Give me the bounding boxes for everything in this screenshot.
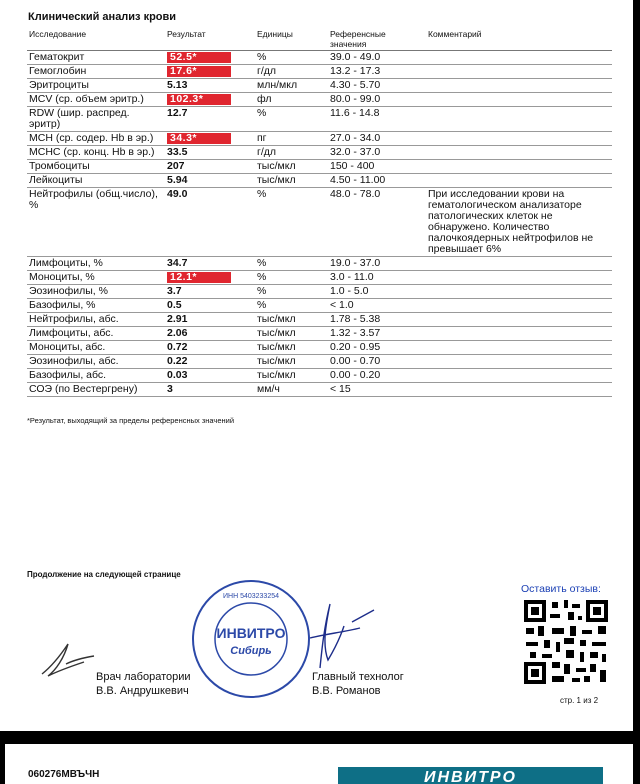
doctor-name: В.В. Андрушкевич xyxy=(96,685,189,697)
table-row xyxy=(27,79,612,93)
test-result: 12.7 xyxy=(165,107,255,132)
test-unit: мм/ч xyxy=(255,383,328,397)
test-reference: 80.0 - 99.0 xyxy=(328,93,426,107)
stamp-city: Сибирь xyxy=(230,645,272,657)
test-name: Нейтрофилы, абс. xyxy=(27,313,165,327)
test-comment xyxy=(426,107,612,132)
test-result: 0.72 xyxy=(165,341,255,355)
footnote: *Результат, выходящий за пределы референсных значений xyxy=(27,416,235,425)
test-name: Моноциты, абс. xyxy=(27,341,165,355)
test-comment xyxy=(426,79,612,93)
doctor-role: Врач лаборатории xyxy=(96,671,191,683)
header-test: Исследование xyxy=(27,28,165,51)
stamp-inn: ИНН 5403233254 xyxy=(222,593,280,600)
test-comment xyxy=(426,299,612,313)
table-row xyxy=(27,107,612,132)
table-row xyxy=(27,93,612,107)
test-name: Эритроциты xyxy=(27,79,165,93)
test-name: Нейтрофилы (общ.число), % xyxy=(27,188,165,257)
table-row xyxy=(27,383,612,397)
test-comment xyxy=(426,51,612,65)
abnormal-flag: 102.3* xyxy=(167,94,231,105)
test-name: Лимфоциты, % xyxy=(27,257,165,271)
test-reference: 4.50 - 11.00 xyxy=(328,174,426,188)
table-row xyxy=(27,174,612,188)
test-reference: 4.30 - 5.70 xyxy=(328,79,426,93)
test-comment xyxy=(426,257,612,271)
table-row xyxy=(27,299,612,313)
test-reference: 3.0 - 11.0 xyxy=(328,271,426,285)
test-result: 49.0 xyxy=(165,188,255,257)
test-result: 0.03 xyxy=(165,369,255,383)
test-reference: 1.78 - 5.38 xyxy=(328,313,426,327)
table-row xyxy=(27,65,612,79)
test-name: Моноциты, % xyxy=(27,271,165,285)
table-row xyxy=(27,257,612,271)
test-comment xyxy=(426,132,612,146)
stamp-brand: ИНВИТРО xyxy=(216,625,286,641)
test-comment xyxy=(426,383,612,397)
test-reference: 19.0 - 37.0 xyxy=(328,257,426,271)
table-row xyxy=(27,313,612,327)
test-reference: 1.32 - 3.57 xyxy=(328,327,426,341)
test-result: 2.06 xyxy=(165,327,255,341)
test-reference: 39.0 - 49.0 xyxy=(328,51,426,65)
test-name: MCH (ср. содер. Hb в эр.) xyxy=(27,132,165,146)
table-row xyxy=(27,327,612,341)
header-units: Единицы xyxy=(255,28,328,51)
test-unit: % xyxy=(255,299,328,313)
test-unit: пг xyxy=(255,132,328,146)
test-unit: % xyxy=(255,271,328,285)
test-unit: г/дл xyxy=(255,146,328,160)
technologist-name: В.В. Романов xyxy=(312,685,381,697)
table-row xyxy=(27,271,612,285)
test-result: 2.91 xyxy=(165,313,255,327)
test-reference: 1.0 - 5.0 xyxy=(328,285,426,299)
header-result: Результат xyxy=(165,28,255,51)
test-comment xyxy=(426,313,612,327)
brand-banner: ИНВИТРО xyxy=(338,767,603,784)
test-comment xyxy=(426,341,612,355)
table-row xyxy=(27,146,612,160)
table-row xyxy=(27,132,612,146)
continued-note: Продолжение на следующей странице xyxy=(27,570,181,579)
test-unit: тыс/мкл xyxy=(255,369,328,383)
test-comment xyxy=(426,327,612,341)
test-comment xyxy=(426,93,612,107)
test-unit: млн/мкл xyxy=(255,79,328,93)
test-comment xyxy=(426,285,612,299)
test-unit: тыс/мкл xyxy=(255,160,328,174)
test-result: 34.7 xyxy=(165,257,255,271)
results-table xyxy=(27,28,612,397)
table-row xyxy=(27,285,612,299)
test-result: 3.7 xyxy=(165,285,255,299)
test-unit: % xyxy=(255,285,328,299)
test-reference: 150 - 400 xyxy=(328,160,426,174)
test-result: 0.22 xyxy=(165,355,255,369)
test-comment xyxy=(426,369,612,383)
technologist-signature xyxy=(300,598,380,674)
technologist-block xyxy=(312,670,404,698)
table-row xyxy=(27,341,612,355)
table-row xyxy=(27,355,612,369)
test-unit: тыс/мкл xyxy=(255,174,328,188)
test-unit: % xyxy=(255,257,328,271)
test-reference: 13.2 - 17.3 xyxy=(328,65,426,79)
test-result: 0.5 xyxy=(165,299,255,313)
test-unit: % xyxy=(255,51,328,65)
report-title: Клинический анализ крови xyxy=(28,11,177,23)
test-result xyxy=(165,65,255,79)
test-result: 207 xyxy=(165,160,255,174)
test-name: MCHC (ср. конц. Hb в эр.) xyxy=(27,146,165,160)
technologist-role: Главный технолог xyxy=(312,671,404,683)
test-name: RDW (шир. распред. эритр) xyxy=(27,107,165,132)
test-reference: 48.0 - 78.0 xyxy=(328,188,426,257)
doctor-block xyxy=(96,670,191,698)
test-result: 3 xyxy=(165,383,255,397)
test-reference: < 15 xyxy=(328,383,426,397)
test-unit: тыс/мкл xyxy=(255,327,328,341)
table-row xyxy=(27,369,612,383)
test-comment xyxy=(426,65,612,79)
test-reference: 0.20 - 0.95 xyxy=(328,341,426,355)
abnormal-flag: 52.5* xyxy=(167,52,231,63)
test-result xyxy=(165,51,255,65)
test-name: Гематокрит xyxy=(27,51,165,65)
abnormal-flag: 12.1* xyxy=(167,272,231,283)
test-unit: % xyxy=(255,107,328,132)
test-comment xyxy=(426,146,612,160)
test-comment xyxy=(426,174,612,188)
header-comment: Комментарий xyxy=(426,28,612,51)
test-reference: < 1.0 xyxy=(328,299,426,313)
test-name: Лейкоциты xyxy=(27,174,165,188)
test-result: 5.94 xyxy=(165,174,255,188)
test-comment xyxy=(426,355,612,369)
test-result: 5.13 xyxy=(165,79,255,93)
test-unit: тыс/мкл xyxy=(255,355,328,369)
test-name: Гемоглобин xyxy=(27,65,165,79)
header-reference: Референсные значения xyxy=(328,28,426,51)
test-name: СОЭ (по Вестергрену) xyxy=(27,383,165,397)
test-result xyxy=(165,271,255,285)
test-reference: 32.0 - 37.0 xyxy=(328,146,426,160)
test-unit: тыс/мкл xyxy=(255,313,328,327)
test-result: 33.5 xyxy=(165,146,255,160)
test-reference: 11.6 - 14.8 xyxy=(328,107,426,132)
test-reference: 0.00 - 0.20 xyxy=(328,369,426,383)
test-name: Базофилы, % xyxy=(27,299,165,313)
abnormal-flag: 34.3* xyxy=(167,133,231,144)
table-row xyxy=(27,188,612,257)
test-result xyxy=(165,132,255,146)
test-comment xyxy=(426,271,612,285)
test-name: Лимфоциты, абс. xyxy=(27,327,165,341)
test-unit: тыс/мкл xyxy=(255,341,328,355)
test-name: Эозинофилы, % xyxy=(27,285,165,299)
test-name: MCV (ср. объем эритр.) xyxy=(27,93,165,107)
test-name: Тромбоциты xyxy=(27,160,165,174)
test-name: Базофилы, абс. xyxy=(27,369,165,383)
test-name: Эозинофилы, абс. xyxy=(27,355,165,369)
abnormal-flag: 17.6* xyxy=(167,66,231,77)
review-link[interactable]: Оставить отзыв: xyxy=(521,583,601,595)
test-reference: 0.00 - 0.70 xyxy=(328,355,426,369)
order-code: 060276МВЪЧН xyxy=(28,769,100,780)
test-comment xyxy=(426,160,612,174)
results-header-row xyxy=(27,28,612,51)
test-reference: 27.0 - 34.0 xyxy=(328,132,426,146)
test-unit: % xyxy=(255,188,328,257)
test-comment: При исследовании крови на гематологическом анализаторе патологических клеток не обнаружено. Количество палочкоядерных нейтрофилов не превышает 6% xyxy=(426,188,612,257)
qr-code[interactable] xyxy=(522,598,610,686)
test-unit: г/дл xyxy=(255,65,328,79)
table-row xyxy=(27,160,612,174)
table-row xyxy=(27,51,612,65)
page-number: стр. 1 из 2 xyxy=(560,696,599,705)
test-unit: фл xyxy=(255,93,328,107)
test-result xyxy=(165,93,255,107)
doctor-signature xyxy=(38,636,98,680)
lab-stamp xyxy=(190,578,312,700)
